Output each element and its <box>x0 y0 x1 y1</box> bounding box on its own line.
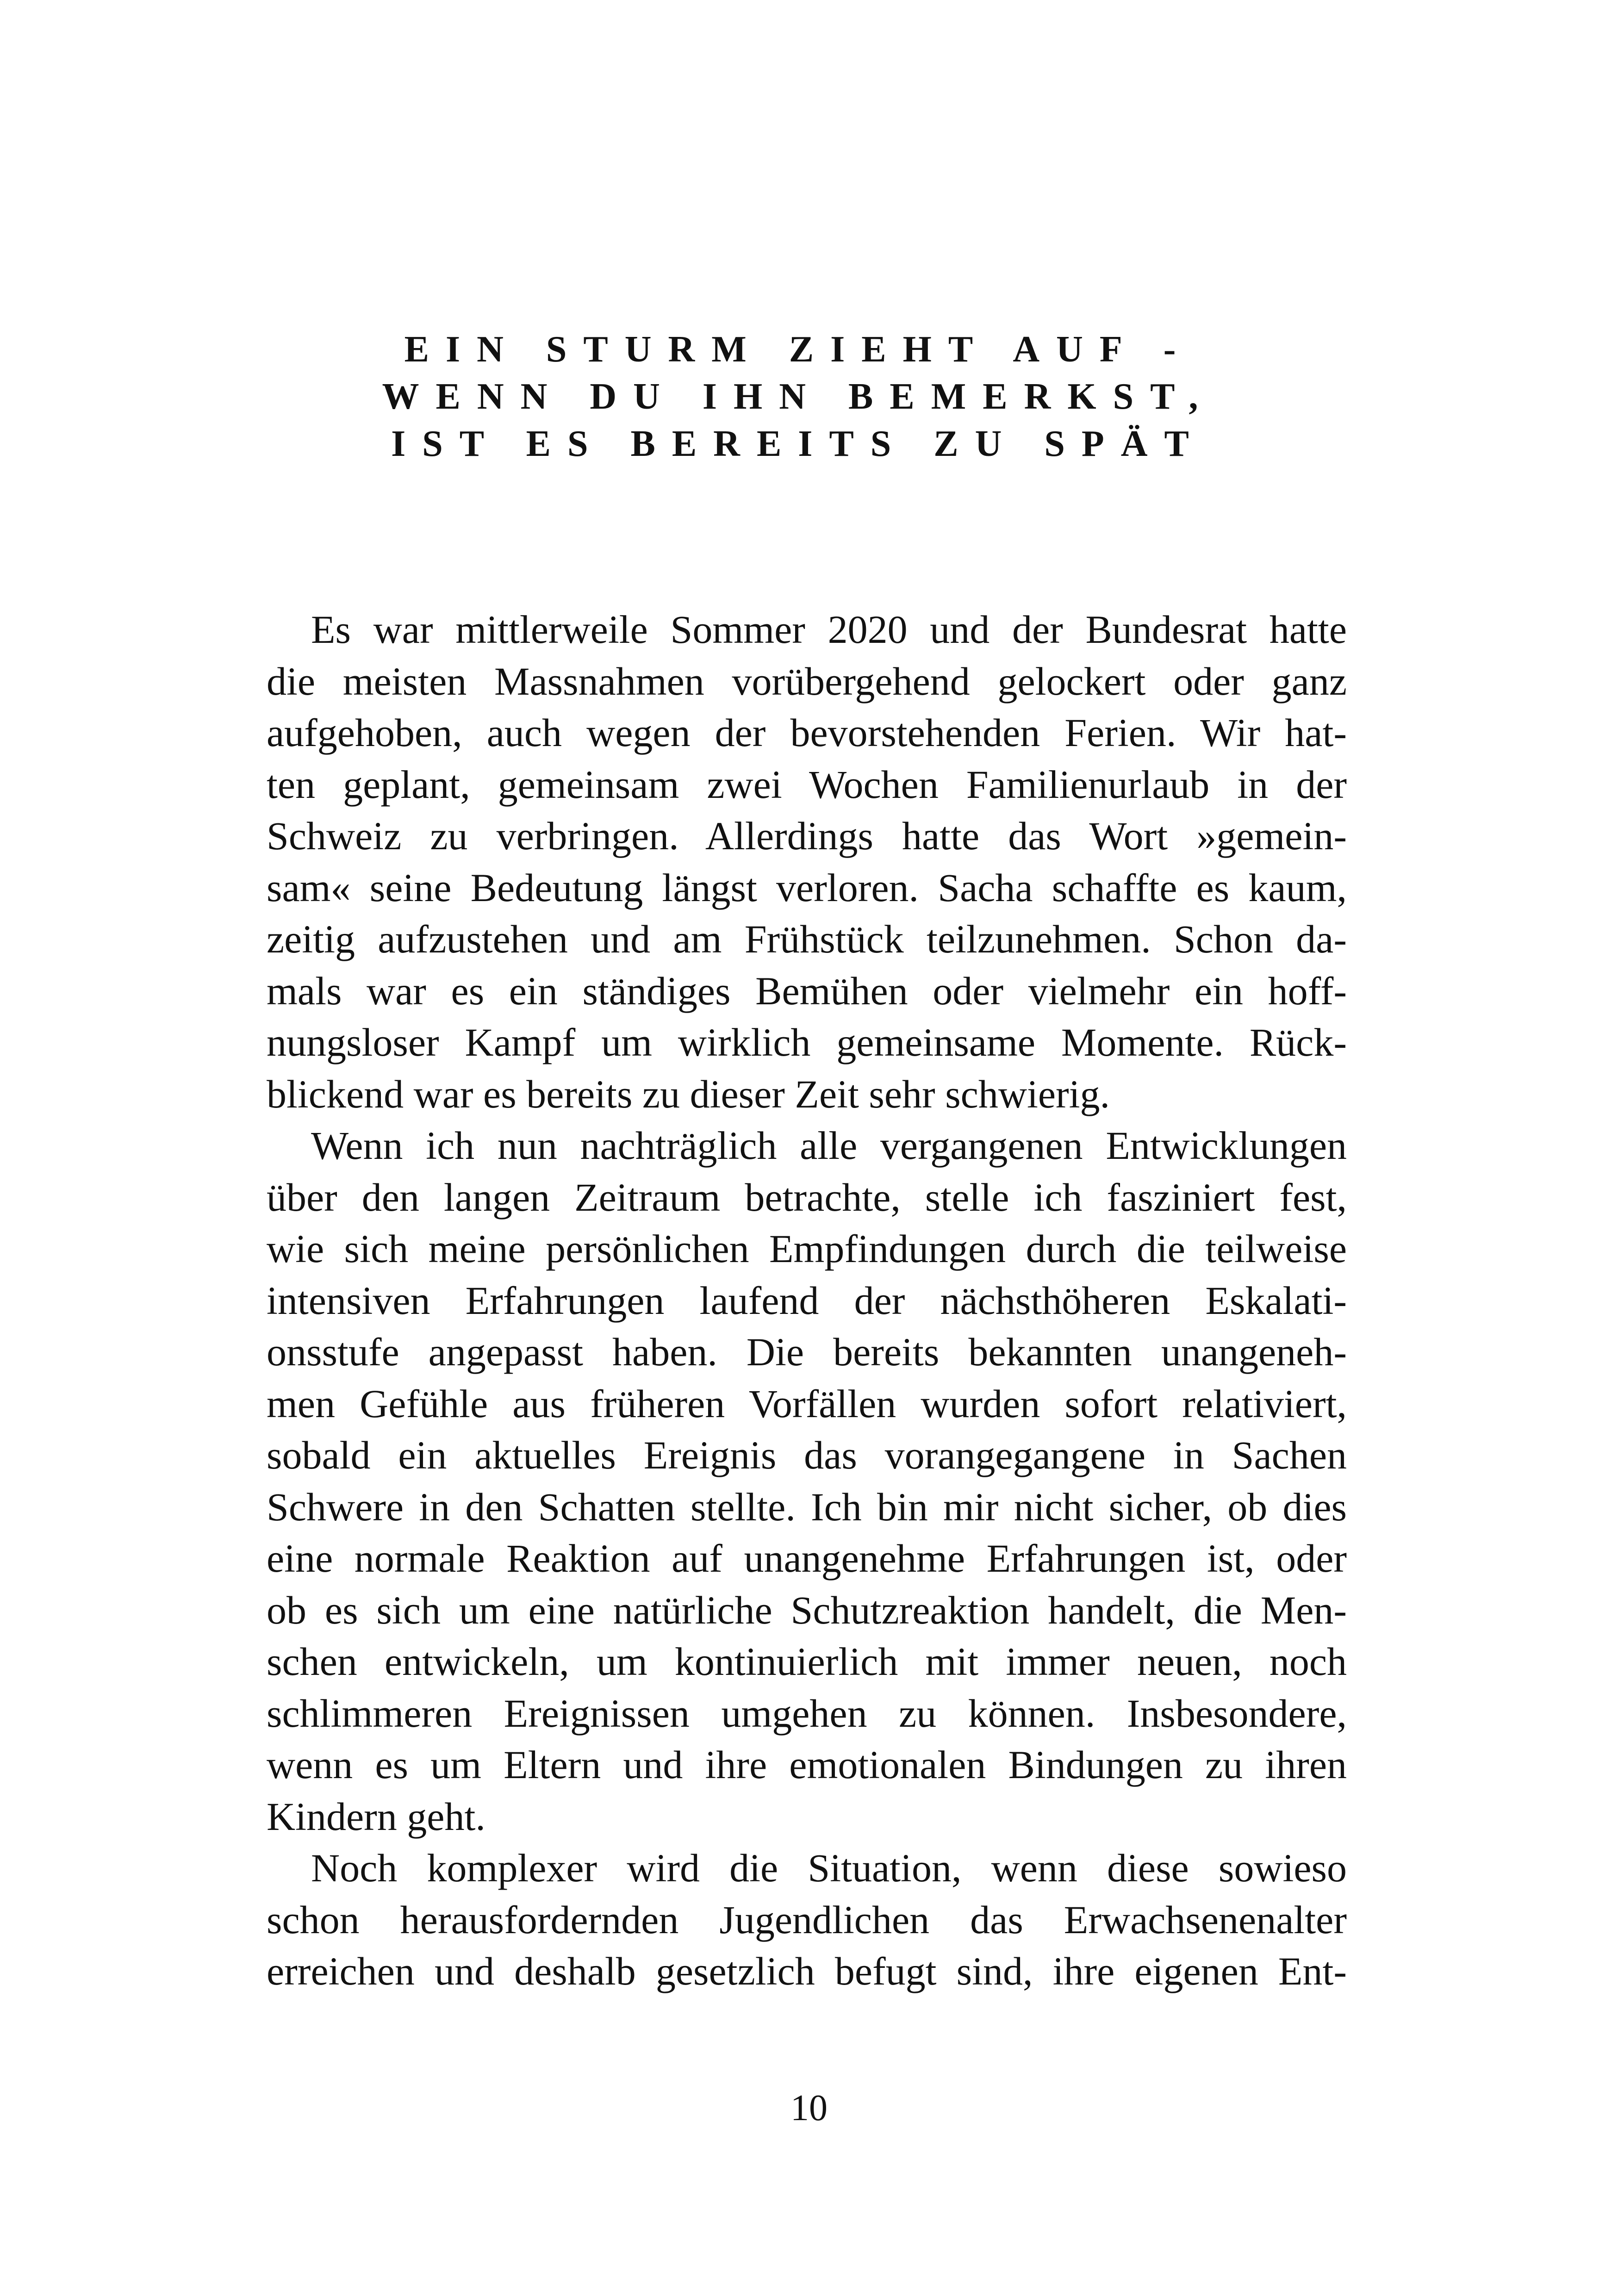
text-line: Schwere in den Schatten stellte. Ich bin mir nicht sicher, ob dies <box>267 1484 1347 1529</box>
paragraph-3 <box>267 1842 1347 1997</box>
page-number: 10 <box>790 2088 828 2128</box>
text-line: sam« seine Bedeutung längst verloren. Sacha schaffte es kaum, <box>267 865 1347 910</box>
text-line: Es war mittlerweile Sommer 2020 und der Bundesrat hatte <box>311 607 1347 652</box>
text-line: nungsloser Kampf um wirklich gemeinsame Momente. Rück- <box>267 1020 1347 1064</box>
text-line: schon herausfordernden Jugendlichen das Erwachsenenalter <box>267 1897 1347 1942</box>
text-line: intensiven Erfahrungen laufend der nächsthöheren Eskalati- <box>267 1278 1347 1323</box>
text-line: erreichen und deshalb gesetzlich befugt sind, ihre eigenen Ent- <box>267 1949 1347 1993</box>
text-line: die meisten Massnahmen vorübergehend gelockert oder ganz <box>267 659 1347 703</box>
text-line: über den langen Zeitraum betrachte, stelle ich fasziniert fest, <box>267 1175 1347 1220</box>
text-line: men Gefühle aus früheren Vorfällen wurden sofort relativiert, <box>267 1381 1347 1426</box>
text-line: onsstufe angepasst haben. Die bereits bekannten unangeneh- <box>267 1330 1347 1374</box>
chapter-title-line: IST ES BEREITS ZU SPÄT <box>391 423 1206 464</box>
text-line: ten geplant, gemeinsam zwei Wochen Familienurlaub in der <box>267 762 1347 807</box>
paragraph-2 <box>267 1120 1347 1842</box>
chapter-title <box>259 326 1338 467</box>
text-line: wie sich meine persönlichen Empfindungen durch die teilweise <box>267 1226 1347 1271</box>
text-line: Wenn ich nun nachträglich alle vergangenen Entwicklungen <box>311 1123 1347 1168</box>
body-text <box>267 604 1347 1997</box>
text-line: Kindern geht. <box>267 1794 485 1839</box>
text-line: aufgehoben, auch wegen der bevorstehenden Ferien. Wir hat- <box>267 710 1347 755</box>
text-line: schlimmeren Ereignissen umgehen zu können. Insbesondere, <box>267 1691 1347 1736</box>
chapter-title-line: WENN DU IHN BEMERKST, <box>382 376 1215 417</box>
chapter-title-line: EIN STURM ZIEHT AUF - <box>404 329 1193 370</box>
text-line: wenn es um Eltern und ihre emotionalen Bindungen zu ihren <box>267 1742 1347 1787</box>
text-line: blickend war es bereits zu dieser Zeit sehr schwierig. <box>267 1071 1110 1116</box>
text-line: eine normale Reaktion auf unangenehme Erfahrungen ist, oder <box>267 1536 1347 1580</box>
text-line: schen entwickeln, um kontinuierlich mit immer neuen, noch <box>267 1639 1347 1684</box>
text-line: Noch komplexer wird die Situation, wenn diese sowieso <box>311 1846 1347 1890</box>
text-line: Schweiz zu verbringen. Allerdings hatte das Wort »gemein- <box>267 814 1347 858</box>
paragraph-1 <box>267 604 1347 1120</box>
text-line: mals war es ein ständiges Bemühen oder vielmehr ein hoff- <box>267 968 1347 1013</box>
text-line: ob es sich um eine natürliche Schutzreaktion handelt, die Men- <box>267 1587 1347 1632</box>
text-line: sobald ein aktuelles Ereignis das vorangegangene in Sachen <box>267 1433 1347 1477</box>
text-line: zeitig aufzustehen und am Frühstück teilzunehmen. Schon da- <box>267 917 1347 961</box>
